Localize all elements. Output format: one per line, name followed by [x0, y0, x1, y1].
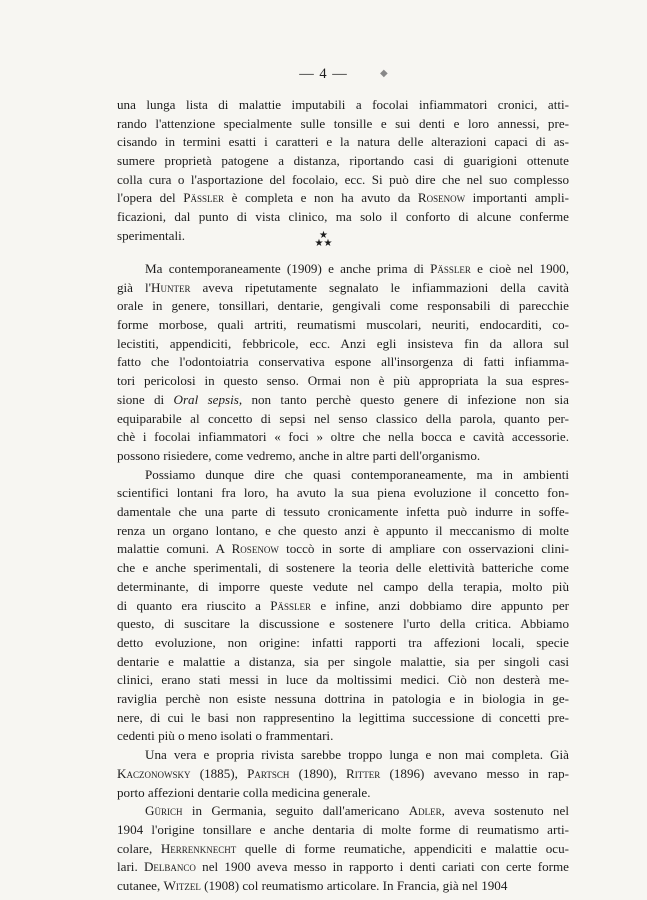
text-run: è completa e non ha avuto da — [224, 190, 418, 206]
text-line: una lunga lista di malattie imputabili a focolai infiammatori cronici, atti- — [117, 97, 569, 112]
emphasis-term: Oral sepsis, — [173, 391, 243, 407]
star-top-icon: ★ — [319, 230, 328, 241]
text-run: (1890), — [289, 765, 347, 781]
text-run: (1908) col reumatismo articolare. In Francia, già nel 1904 — [200, 878, 508, 894]
author-name: Witzel — [163, 878, 201, 894]
text-run: di quanto era riuscito a — [117, 597, 271, 613]
text-line: sumere proprietà patogene a distanza, riportando casi di guarigioni ottenute — [117, 153, 569, 169]
text-line: raviglia perchè non esiste nessuna dottrina in patologia e in biologia in ge- — [117, 690, 569, 706]
text-line: chè i focolai infiammatori « foci » oltre che nella bocca e cavità accessorie. — [117, 429, 569, 445]
text-run: (1885), — [190, 765, 248, 781]
text-run: in Germania, seguito dall'americano — [182, 803, 409, 819]
text-run: (1896) avevano messo in rap- — [380, 765, 569, 781]
text-line: cedenti più o meno isolati o frammentari. — [117, 728, 334, 744]
text-run: e infine, anzi dobbiamo dire appunto per — [311, 597, 569, 613]
author-name: Gürich — [145, 803, 183, 819]
author-name: Delbanco — [143, 859, 196, 875]
text-line: fatto che l'odontoiatria conservativa espone all'insorgenza di fatti infiamma- — [117, 354, 569, 370]
paragraph-4 — [117, 746, 569, 802]
page-number — [0, 66, 647, 83]
text-line: dentarie e malattie a distanza, sia per singole malattie, sia per singoli casi — [117, 653, 569, 669]
text-line: forme morbose, quali artriti, reumatismi muscolari, neuriti, endocarditi, co- — [117, 317, 569, 333]
text-run: già l' — [117, 279, 152, 295]
author-name: Herrenknecht — [160, 840, 237, 856]
paragraph-1 — [117, 96, 569, 246]
star-bottom-icon: ★★ — [314, 238, 333, 249]
author-name: Ritter — [346, 765, 381, 781]
text-line: sperimentali. — [117, 227, 185, 243]
text-line — [117, 391, 569, 410]
text-line — [117, 802, 569, 821]
ink-mark-icon: ◆ — [380, 68, 389, 79]
author-name: Rosenow — [417, 190, 466, 206]
text-run: toccò in sorte di ampliare con osservazioni clini- — [278, 541, 570, 557]
text-run: cutanee, — [117, 878, 164, 894]
text-run: colare, — [117, 840, 161, 856]
text-run: sione di — [117, 391, 174, 407]
text-line: equiparabile al concetto di sepsi nel senso classico della parola, quanto per- — [117, 410, 569, 426]
text-line: Possiamo dunque dire che quasi contemporaneamente, ma in ambienti — [145, 466, 569, 482]
text-line — [117, 765, 569, 784]
text-run: l'opera del — [117, 190, 184, 206]
text-line — [117, 279, 569, 298]
text-line: porto affezioni dentarie colla medicina generale. — [117, 784, 371, 800]
text-line: cisando in termini esatti i caratteri e la natura delle alterazioni capaci di as- — [117, 134, 569, 150]
author-name: Partsch — [247, 765, 290, 781]
author-name: Hunter — [151, 279, 191, 295]
text-run: e cioè nel 1900, — [470, 261, 570, 276]
text-line: orale in genere, tonsillari, dentarie, gengivali come responsabili di parecchie — [117, 298, 569, 314]
author-name: Kaczonowsky — [117, 765, 191, 781]
text-run: non tanto perchè questo genere di infezione non sia — [242, 391, 569, 407]
text-line — [117, 260, 569, 279]
text-line: 1904 l'origine tonsillare e anche dentaria di molte forme di reumatismo arti- — [117, 821, 569, 837]
author-name: Pässler — [183, 190, 225, 206]
text-line: questo, di suscitare la discussione e sostenere l'urto della critica. Abbiamo — [117, 616, 569, 632]
text-line: tori pericolosi in questo senso. Ormai non è più appropriata la sua espres- — [117, 373, 569, 389]
text-run: malattie comuni. A — [117, 541, 232, 557]
text-line — [117, 858, 569, 877]
text-run: importanti ampli- — [465, 190, 570, 206]
text-line: clinici, erano stati messi in luce da moltissimi medici. Ciò non desterà me- — [117, 672, 569, 688]
text-run: aveva ripetutamente segnalato le infiammazioni della cavità — [190, 279, 569, 295]
text-line: renza un organo lontano, e che questo anzi è appunto il meccanismo di molte — [117, 522, 569, 538]
text-line: ficazioni, dal punto di vista clinico, ma solo il conforto di alcune conferme — [117, 209, 569, 225]
text-line — [117, 540, 569, 559]
paragraph-5 — [117, 802, 569, 895]
text-run: nel 1900 aveva messo in rapporto i denti cariati con certe forme — [195, 859, 569, 875]
text-line — [117, 189, 569, 208]
text-line: possono risiedere, come vedremo, anche in altre parti dell'organismo. — [117, 447, 481, 463]
section-stars — [0, 232, 647, 248]
text-line: colla cura o l'asportazione del focolaio, ecc. Si può dire che nel suo complesso — [117, 171, 569, 187]
author-name: Adler — [408, 803, 442, 819]
text-line: Una vera e propria rivista sarebbe troppo lunga e non mai completa. Già — [145, 747, 569, 763]
text-run: lari. — [117, 859, 144, 875]
author-name: Pässler — [430, 261, 471, 276]
text-line: determinante, di imporre queste vedute nel campo della terapia, molto più — [117, 578, 569, 594]
text-run: Ma contemporaneamente (1909) e anche prima di — [145, 261, 431, 276]
text-line — [117, 840, 569, 859]
text-line: lecistiti, appendiciti, febbricole, ecc. Anzi egli insisteva fin da allora sul — [117, 335, 569, 351]
text-line — [117, 597, 569, 616]
text-line: nere, di cui le basi non rappresentino la legittima successione di concetti pre- — [117, 709, 569, 725]
text-line — [117, 877, 569, 896]
author-name: Rosenow — [231, 541, 279, 557]
text-line: detto evoluzione, non origine: infatti rapporti tra affezioni locali, specie — [117, 634, 569, 650]
text-run: quelle di forme reumatiche, appendiciti e malattie ocu- — [236, 840, 569, 856]
page-number-text: — 4 — — [299, 66, 348, 82]
paragraph-3 — [117, 466, 569, 746]
author-name: Pässler — [270, 597, 312, 613]
paragraph-2 — [117, 260, 569, 466]
text-run: , aveva sostenuto nel — [441, 803, 569, 819]
text-line: che e anche sperimentali, di sostenere la teoria delle elettività batteriche come — [117, 560, 569, 576]
text-line: damentale che una parte di tessuto cronicamente infetta può indurre in soffe- — [117, 504, 569, 520]
text-line: rando l'attenzione specialmente sulle tonsille e sui denti e loro annessi, pre- — [117, 115, 569, 131]
text-line: scientifici lontani fra loro, ha avuto la sua piena evoluzione il concetto fon- — [117, 485, 569, 501]
